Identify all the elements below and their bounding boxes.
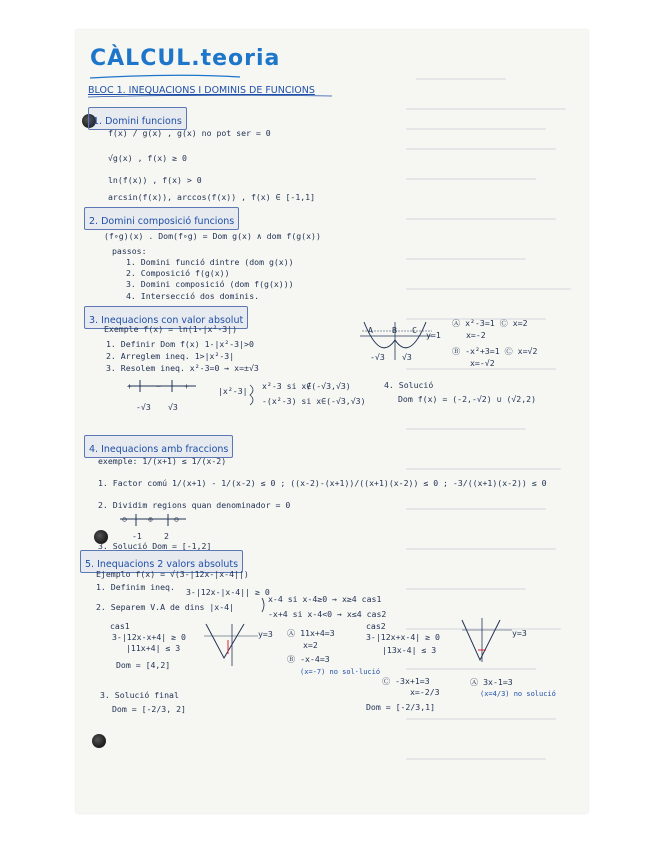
s5-cas2-l2: |13x-4| ≤ 3	[382, 645, 437, 655]
s4-sign-2: ⊕	[148, 514, 153, 524]
s3-dom: Dom f(x) = (-2,-√2) ∪ (√2,2)	[398, 394, 537, 404]
s5-cas2: cas2	[366, 621, 386, 631]
s5-step-1a: 1. Definim ineq.	[96, 582, 175, 592]
s3-sol-b1: Ⓑ -x²+3=1 Ⓒ x=√2	[452, 346, 538, 356]
s3-tick-1: -√3	[136, 402, 151, 412]
s2-heading: 2. Domini composició funcions	[89, 216, 235, 227]
s4-sign-3: ⊖	[174, 514, 179, 524]
s5-example: Ejemplo f(x) = √(3-|12x-|x-4||)	[96, 569, 249, 579]
s3-sign-2: −	[156, 381, 161, 391]
s2-step-1: 1. Domini funció dintre (dom g(x))	[126, 257, 294, 267]
s3-step-4: 4. Solució	[384, 380, 434, 390]
s3-step-3: 3. Resolem ineq. x²-3=0 → x=±√3	[106, 363, 259, 373]
s5-step-3: 3. Solució final	[100, 690, 179, 700]
page-title: CÀLCUL.teoria	[90, 46, 281, 71]
s5-cas1-dom: Dom = [4,2]	[116, 660, 171, 670]
s1-item-1: f(x) / g(x) , g(x) no pot ser = 0	[108, 128, 271, 138]
s3-tick-2: √3	[168, 402, 178, 412]
s3-sol-a2: x=-2	[466, 330, 486, 340]
s2-formula: (f∘g)(x) . Dom(f∘g) = Dom g(x) ∧ dom f(g(x))	[104, 231, 321, 241]
s2-passos: passos:	[112, 246, 147, 256]
s5-branch-b: -x+4 si x-4<0 → x≤4 cas2	[268, 609, 387, 619]
s3-sol-b2: x=-√2	[470, 358, 495, 368]
s3-case-b: -(x²-3) si x∈(-√3,√3)	[262, 396, 366, 406]
s1-item-3: ln(f(x)) , f(x) > 0	[108, 175, 202, 185]
s5-cas2-c: Ⓒ -3x+1=3	[382, 676, 430, 686]
s2-step-4: 4. Intersecció dos dominis.	[126, 291, 260, 301]
s1-item-2: √g(x) , f(x) ≥ 0	[108, 153, 187, 163]
s1-heading: 1. Domini funcions	[93, 116, 182, 127]
s3-graph-x1: -√3	[370, 352, 385, 362]
s3-example: Exemple f(x) = ln(1-|x²-3|)	[104, 324, 238, 334]
s5-cas1-l2: |11x+4| ≤ 3	[126, 643, 181, 653]
s3-case-a: x²-3 si x∉(-√3,√3)	[262, 381, 351, 391]
s5-cas1-a2: x=2	[303, 640, 318, 650]
s3-heading: 3. Inequacions con valor absolut	[89, 315, 244, 326]
s3-sign-3: +	[184, 381, 189, 391]
s3-sign-1: +	[127, 381, 132, 391]
s3-graph-x2: √3	[402, 352, 412, 362]
s5-branch-a: x-4 si x-4≥0 → x≥4 cas1	[268, 594, 382, 604]
s5-step-2: 2. Separem V.A de dins |x-4|	[96, 602, 235, 612]
s4-example: exemple: 1/(x+1) ≤ 1/(x-2)	[98, 456, 227, 466]
s5-brace	[262, 598, 264, 612]
s5-heading: 5. Inequacions 2 valors absoluts	[85, 559, 239, 570]
s5-cas1-b: Ⓑ -x-4=3	[287, 654, 330, 664]
s3-graph-label-b: B	[392, 325, 397, 335]
s1-item-4: arcsin(f(x)), arccos(f(x)) , f(x) ∈ [-1,1]	[108, 192, 316, 202]
s5-cas2-a2: (x=4/3) no solució	[480, 690, 556, 698]
bloc-heading: BLOC 1. INEQUACIONS I DOMINIS DE FUNCIONS	[88, 85, 315, 96]
s3-brace	[250, 385, 253, 405]
s3-step-2: 2. Arreglem ineq. 1>|x²-3|	[106, 351, 235, 361]
s3-graph-label-a: A	[368, 325, 373, 335]
s5-cas2-l1: 3-|12x+x-4| ≥ 0	[366, 632, 440, 642]
s5-step-1b: 3-|12x-|x-4|| ≥ 0	[186, 587, 270, 597]
s5-g2-v	[462, 620, 500, 660]
s5-cas2-dom: Dom = [-2/3,1]	[366, 702, 436, 712]
s4-tick-1: -1	[132, 531, 142, 541]
s3-graph-label-c: C	[412, 325, 417, 335]
s5-cas1: cas1	[110, 621, 130, 631]
s5-cas2-c2: x=-2/3	[410, 687, 440, 697]
s5-cas1-l1: 3-|12x-x+4| ≥ 0	[112, 632, 186, 642]
s2-step-2: 2. Composició f(g(x))	[126, 268, 230, 278]
s5-cas1-b2: (x=-7) no sol·lució	[300, 668, 381, 676]
s5-cas2-y: y=3	[512, 628, 527, 638]
s2-step-3: 3. Domini composició (dom f(g(x)))	[126, 279, 294, 289]
s5-final: Dom = [-2/3, 2]	[112, 704, 186, 714]
s5-g1-v	[206, 624, 244, 658]
s4-tick-2: 2	[164, 531, 169, 541]
s4-step-1: 1. Factor comú 1/(x+1) - 1/(x-2) ≤ 0 ; ((x-2)-(x+1))/((x+1)(x-2)) ≤ 0 ; -3/((x+1)(x-2)) ≤ 0	[98, 478, 547, 488]
s3-sol-a1: Ⓐ x²-3=1 Ⓒ x=2	[452, 318, 528, 328]
s5-cas1-a: Ⓐ 11x+4=3	[287, 628, 335, 638]
s4-step-2: 2. Dividim regions quan denominador = 0	[98, 500, 291, 510]
s4-sign-ticks	[136, 514, 168, 526]
s4-step-3: 3. Solució Dom = [-1,2]	[98, 541, 212, 551]
s5-cas2-a: Ⓐ 3x-1=3	[470, 677, 513, 687]
s4-sign-1: ⊖	[122, 514, 127, 524]
s3-step-1: 1. Definir Dom f(x) 1-|x²-3|>0	[106, 339, 254, 349]
s3-graph-y: y=1	[426, 330, 441, 340]
s5-cas1-y: y=3	[258, 629, 273, 639]
s3-cases-lead: |x²-3|	[218, 386, 248, 396]
s4-heading: 4. Inequacions amb fraccions	[89, 444, 229, 455]
